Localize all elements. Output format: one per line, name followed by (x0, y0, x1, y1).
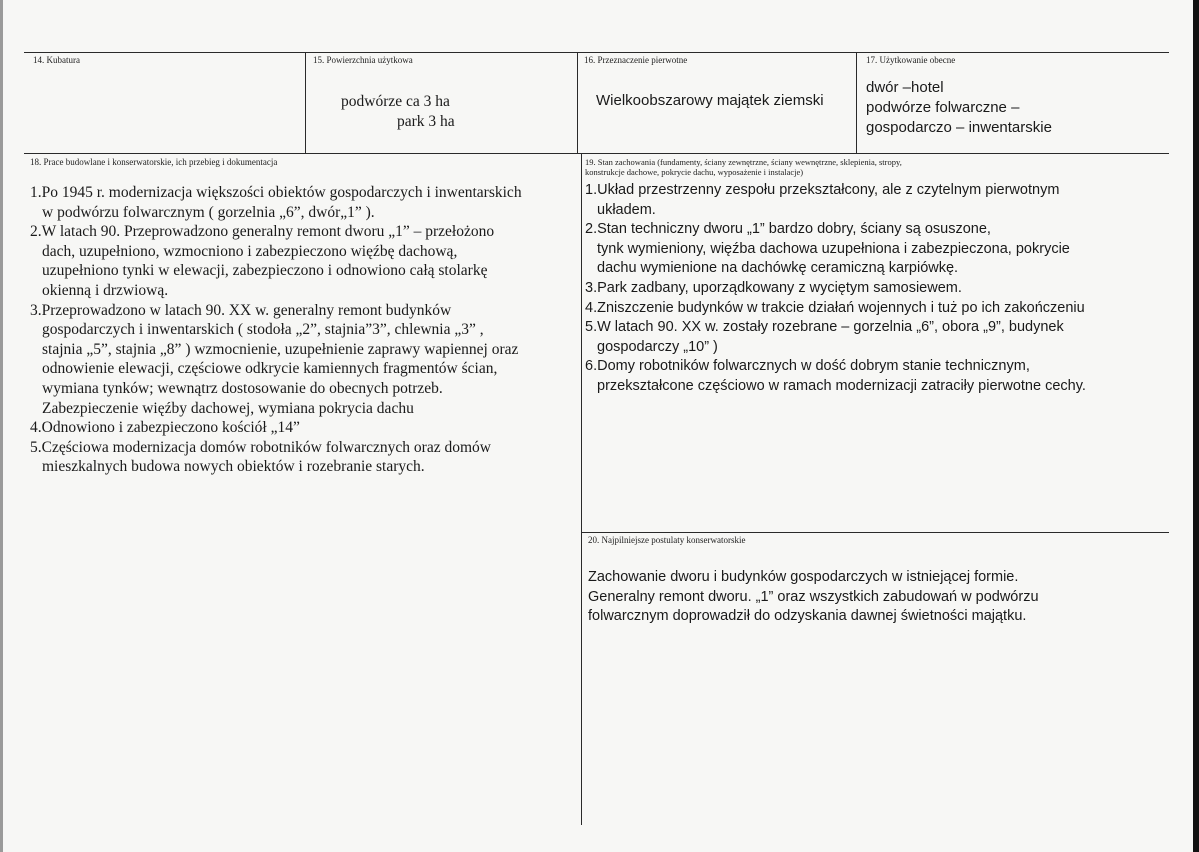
field-18-line: stajnia „5”, stajnia „8” ) wzmocnienie, uzupełnienie zaprawy wapiennej oraz (42, 340, 519, 358)
field-20-line: folwarcznym doprowadził do odzyskania dawnej świetności majątku. (588, 608, 1027, 625)
field-18-line: gospodarczych i inwentarskich ( stodoła „2”, stajnia”3”, chlewnia „3” , (42, 321, 484, 339)
row3-top-border (581, 532, 1169, 533)
col-divider-main (581, 153, 582, 825)
field-19-line: 5.W latach 90. XX w. zostały rozebrane – gorzelnia „6”, obora „9”, budynek (585, 319, 1064, 336)
field-20-list (588, 568, 1039, 627)
field-19-line: 6.Domy robotników folwarcznych w dość dobrym stanie technicznym, (585, 358, 1030, 375)
field-19-line: 1.Układ przestrzenny zespołu przekształcony, ale z czytelnym pierwotnym (585, 182, 1060, 198)
field-20-line: Zachowanie dworu i budynków gospodarczych w istniejącej formie. (588, 569, 1019, 585)
field-18-list (30, 183, 522, 477)
field-18-line: 5.Częściowa modernizacja domów robotników folwarcznych oraz domów (30, 438, 491, 456)
field-19-line: gospodarczy „10” ) (597, 338, 718, 355)
field-19-line: układem. (597, 201, 656, 218)
field-19-line: 2.Stan techniczny dworu „1” bardzo dobry, ściany są osuszone, (585, 221, 991, 238)
field-18-line: okienną i drzwiową. (42, 281, 169, 299)
row2-top-border (24, 153, 1169, 154)
field-16-value: Wielkoobszarowy majątek ziemski (596, 92, 824, 109)
field-19-line: 4.Zniszczenie budynków w trakcie działań wojennych i tuż po ich zakończeniu (585, 299, 1085, 316)
field-18-line: 3.Przeprowadzono w latach 90. XX w. generalny remont budynków (30, 301, 452, 319)
field-18-line: 1.Po 1945 r. modernizacja większości obiektów gospodarczych i inwentarskich (30, 184, 522, 201)
scan-edge-left (0, 0, 3, 852)
field-18-line: dach, uzupełniono, wzmocniono i zabezpieczono więźbę dachową, (42, 242, 458, 260)
field-19-label-line1: 19. Stan zachowania (fundamenty, ściany zewnętrzne, ściany wewnętrzne, sklepienia, stropy, (585, 157, 902, 167)
col-divider-16 (577, 52, 578, 153)
field-18-line: wymiana tynków; wewnątrz dostosowanie do obecnych potrzeb. (42, 379, 443, 397)
field-18-line: uzupełniono tynki w elewacji, zabezpieczono i odnowiono całą stolarkę (42, 262, 488, 280)
field-16-label: 16. Przeznaczenie pierwotne (584, 55, 688, 65)
field-18-line: 4.Odnowiono i zabezpieczono kościół „14” (30, 419, 300, 437)
field-18-line: Zabezpieczenie więźby dachowej, wymiana pokrycia dachu (42, 399, 414, 417)
field-15-value-line2: park 3 ha (397, 113, 455, 130)
scan-edge-right (1193, 0, 1199, 852)
field-18-label: 18. Prace budowlane i konserwatorskie, ich przebieg i dokumentacja (30, 157, 278, 167)
row1-top-border (24, 52, 1169, 53)
field-18-line: 2.W latach 90. Przeprowadzono generalny remont dworu „1” – przełożono (30, 223, 495, 241)
field-19-list (585, 181, 1086, 397)
field-15-value-line1: podwórze ca 3 ha (341, 93, 450, 110)
field-20-label: 20. Najpilniejsze postulaty konserwatorskie (588, 535, 746, 545)
field-17-label: 17. Użytkowanie obecne (866, 55, 956, 65)
field-15-label: 15. Powierzchnia użytkowa (313, 55, 413, 65)
field-19-line: 3.Park zadbany, uporządkowany z wyciętym samosiewem. (585, 279, 962, 296)
field-18-line: odnowienie elewacji, częściowe odkrycie kamiennych fragmentów ścian, (42, 360, 498, 378)
field-19-line: dachu wymienione na dachówkę ceramiczną karpiówkę. (597, 260, 959, 277)
field-14-label: 14. Kubatura (33, 55, 80, 65)
field-17-value-line1: dwór –hotel (866, 79, 944, 96)
field-18-line: mieszkalnych budowa nowych obiektów i rozebranie starych. (42, 458, 425, 476)
col-divider-15 (305, 52, 306, 153)
field-20-line: Generalny remont dworu. „1” oraz wszystkich zabudowań w podwórzu (588, 588, 1039, 605)
field-17-value-line2: podwórze folwarczne – (866, 99, 1020, 116)
field-19-label-line2: konstrukcje dachowe, pokrycie dachu, wyposażenie i instalacje) (585, 167, 804, 177)
field-18-line: w podwórzu folwarcznym ( gorzelnia „6”, dwór„1” ). (42, 203, 375, 221)
col-divider-17 (856, 52, 857, 153)
field-19-line: tynk wymieniony, więźba dachowa uzupełniona i zabezpieczona, pokrycie (597, 240, 1070, 257)
field-19-line: przekształcone częściowo w ramach modernizacji zatraciły pierwotne cechy. (597, 377, 1086, 394)
field-17-value-line3: gospodarczo – inwentarskie (866, 119, 1052, 136)
